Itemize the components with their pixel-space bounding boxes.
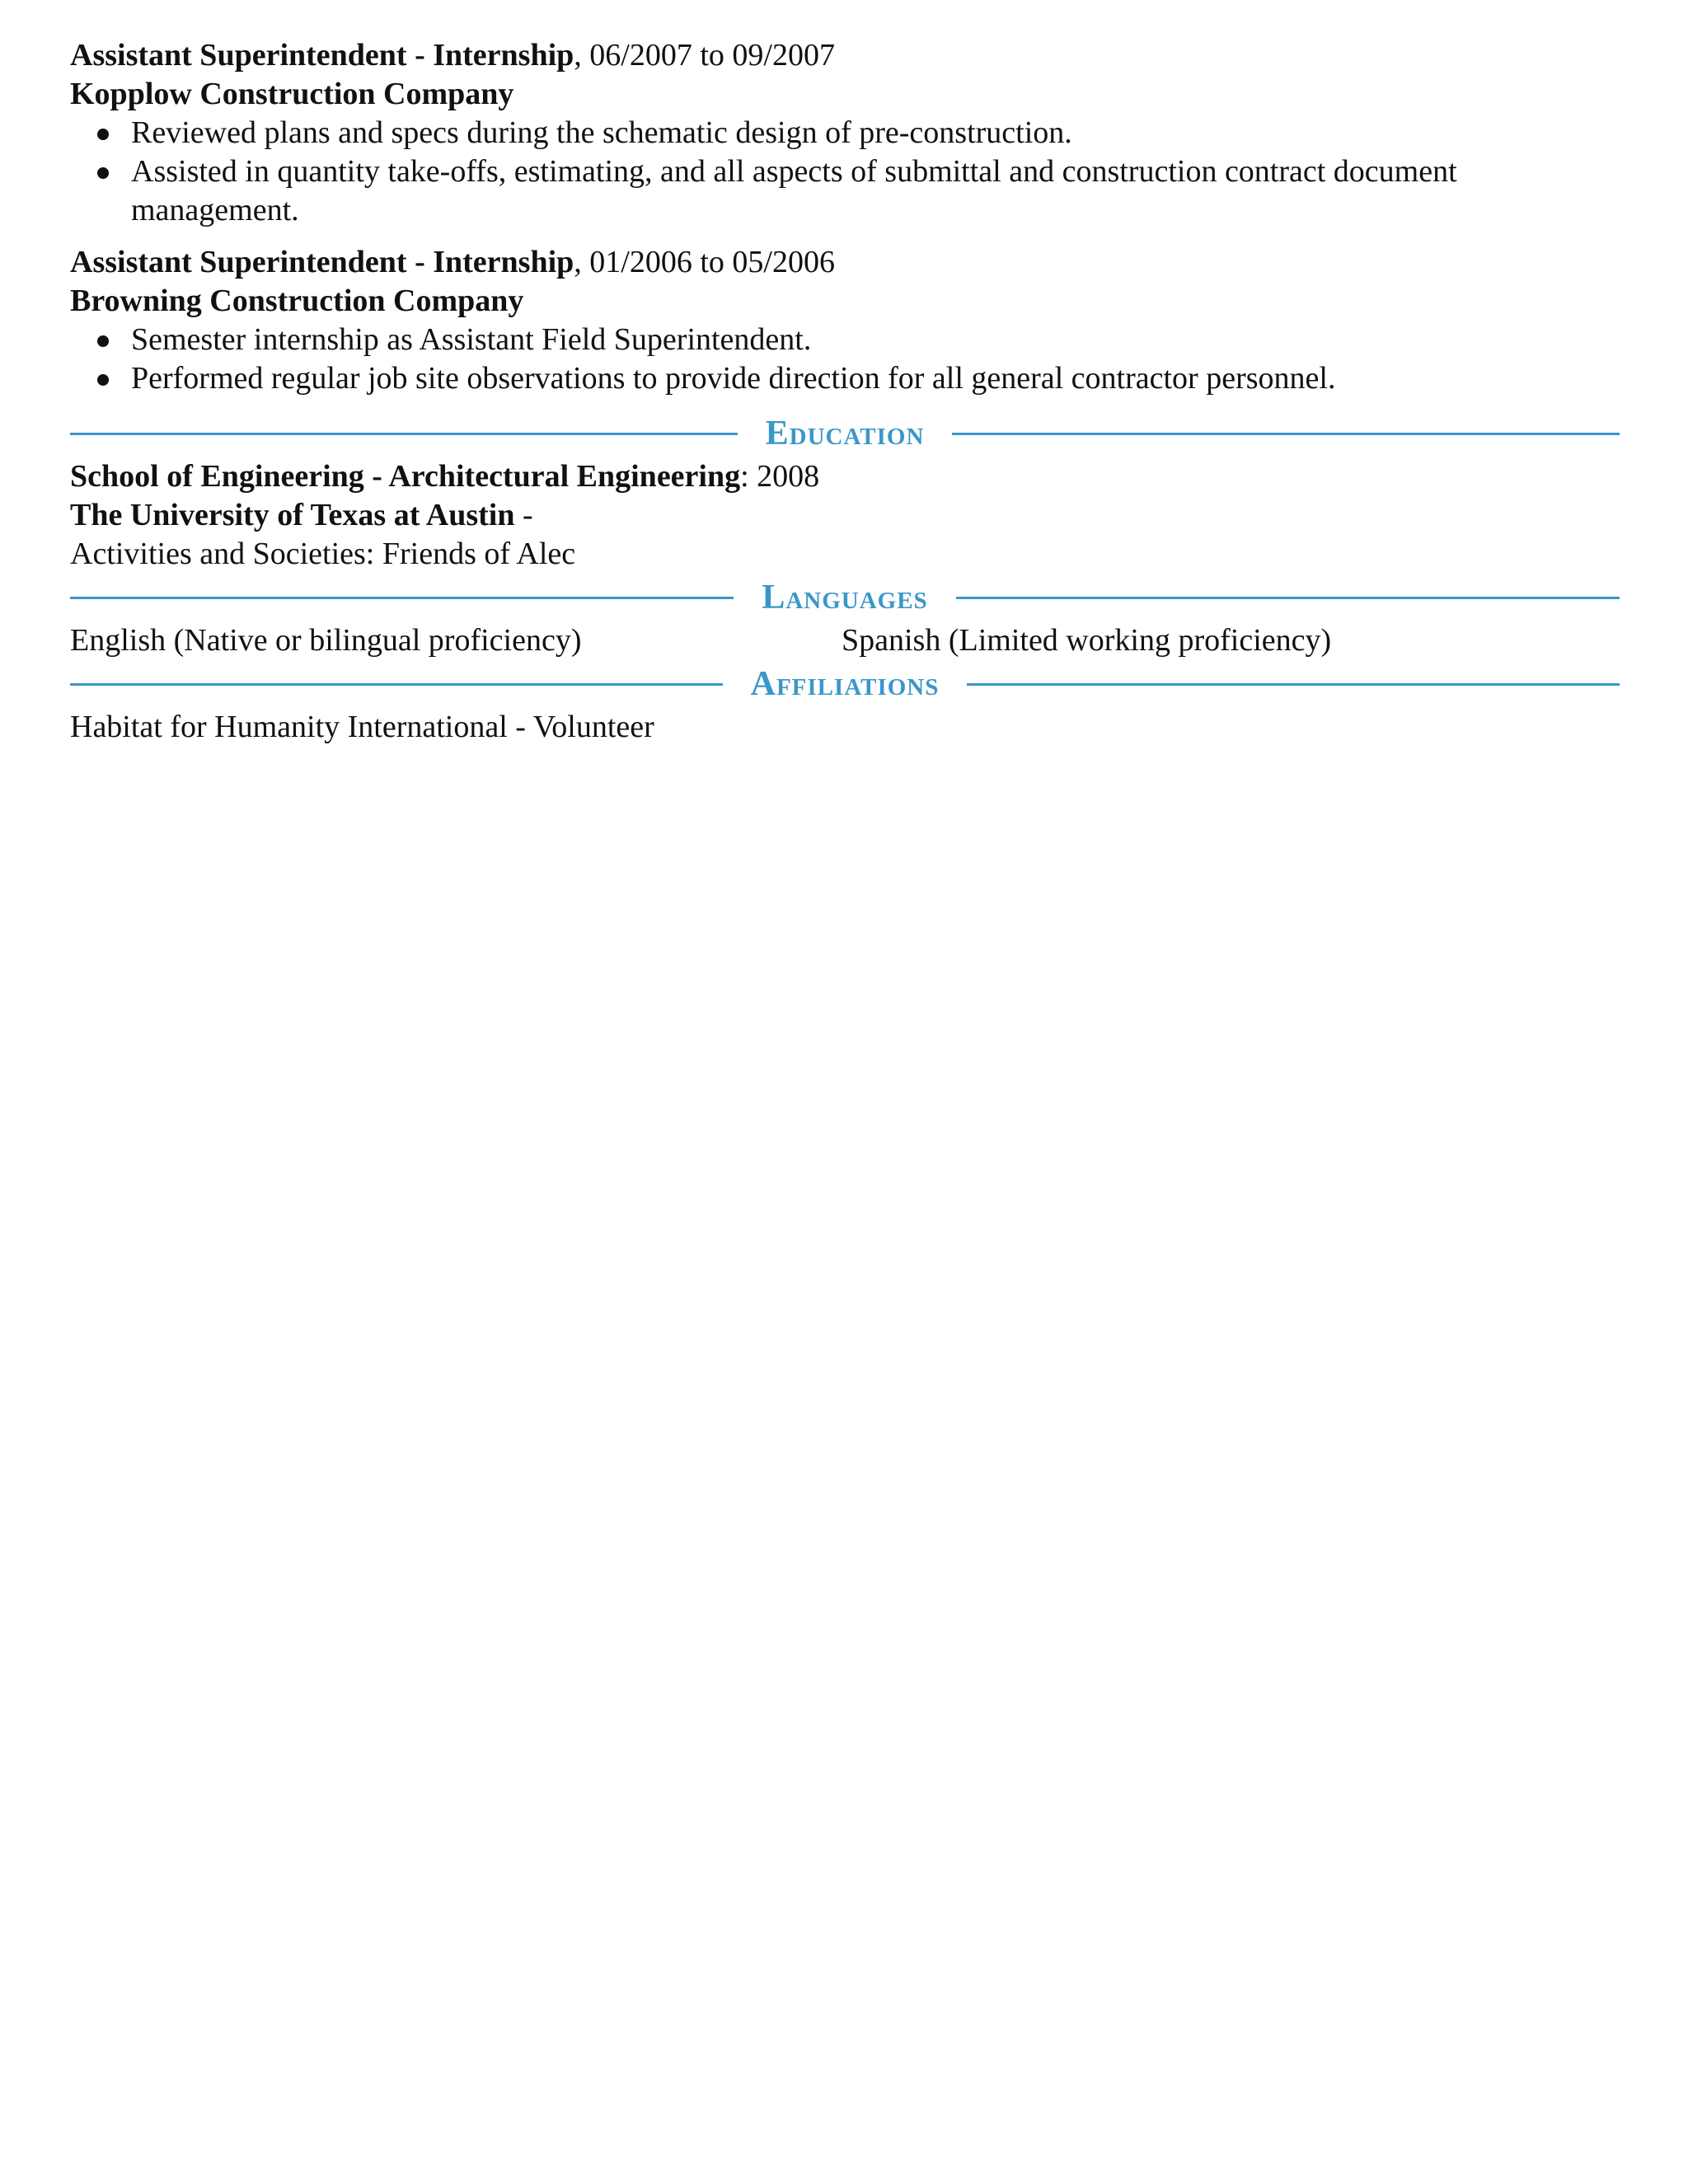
section-rule-left xyxy=(70,683,723,686)
job-title-line xyxy=(70,243,1620,282)
section-rule-left xyxy=(70,433,738,435)
section-rule-right xyxy=(952,433,1620,435)
resume-page xyxy=(70,36,1620,747)
section-title: Languages xyxy=(762,579,928,616)
job-title-line xyxy=(70,36,1620,75)
job-bullets xyxy=(70,321,1620,398)
language-item: Spanish (Limited working proficiency) xyxy=(842,623,1332,658)
job-dates: , 01/2006 to 05/2006 xyxy=(574,245,835,279)
language-item: English (Native or bilingual proficiency) xyxy=(70,623,582,658)
languages-section xyxy=(70,575,1620,660)
education-section xyxy=(70,411,1620,574)
job-bullet: Performed regular job site observations to provide direction for all general contractor personnel. xyxy=(70,359,1620,398)
job-entry xyxy=(70,36,1620,230)
section-rule-left xyxy=(70,597,734,599)
school-line xyxy=(70,496,1620,535)
degree-name: School of Engineering - Architectural Engineering xyxy=(70,459,741,494)
job-bullet: Reviewed plans and specs during the schematic design of pre-construction. xyxy=(70,114,1620,152)
company-name: Browning Construction Company xyxy=(70,284,524,318)
job-entry xyxy=(70,243,1620,398)
section-title: Affiliations xyxy=(750,665,940,703)
activities-line: Activities and Societies: Friends of Alec xyxy=(70,537,576,571)
job-dates: , 06/2007 to 09/2007 xyxy=(574,38,835,73)
languages-heading xyxy=(70,575,1620,620)
job-title: Assistant Superintendent - Internship xyxy=(70,245,574,279)
section-rule-right xyxy=(956,597,1620,599)
section-title: Education xyxy=(765,415,925,452)
job-title: Assistant Superintendent - Internship xyxy=(70,38,574,73)
job-bullets xyxy=(70,114,1620,230)
school-name: The University of Texas at Austin xyxy=(70,498,515,532)
section-rule-right xyxy=(967,683,1620,686)
affiliations-section xyxy=(70,662,1620,747)
job-bullet: Semester internship as Assistant Field Superintendent. xyxy=(70,321,1620,359)
affiliations-heading xyxy=(70,662,1620,706)
experience-section xyxy=(70,36,1620,398)
education-heading xyxy=(70,411,1620,456)
graduation-year: : 2008 xyxy=(740,459,820,494)
languages-row xyxy=(70,621,1620,660)
affiliation-item: Habitat for Humanity International - Volunteer xyxy=(70,710,654,744)
school-suffix: - xyxy=(514,498,533,532)
degree-line xyxy=(70,457,1620,496)
job-bullet: Assisted in quantity take-offs, estimating, and all aspects of submittal and construction contract document management. xyxy=(70,152,1620,230)
company-name: Kopplow Construction Company xyxy=(70,77,514,111)
